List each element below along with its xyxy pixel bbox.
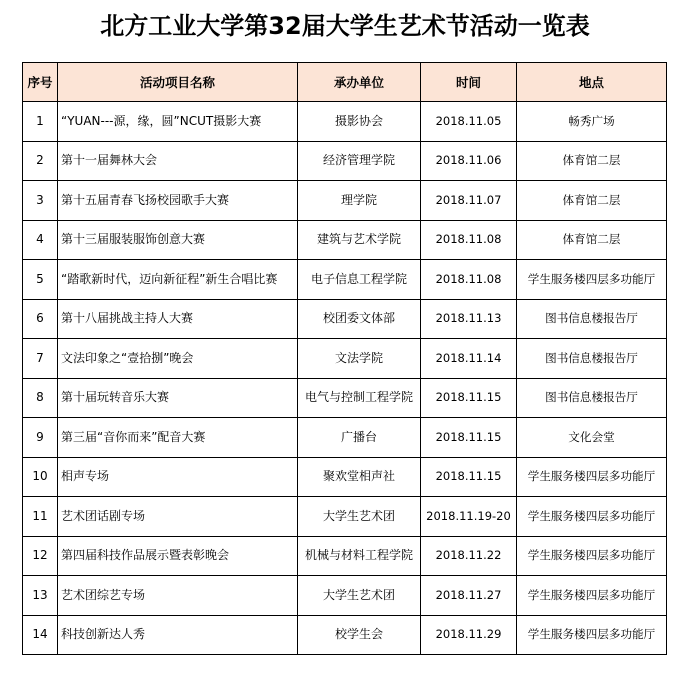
cell-org: 大学生艺术团: [298, 497, 421, 537]
cell-org: 大学生艺术团: [298, 576, 421, 616]
cell-org: 广播台: [298, 418, 421, 458]
table-row: [23, 260, 667, 300]
cell-time: 2018.11.14: [421, 339, 517, 379]
cell-index: 1: [23, 102, 58, 142]
cell-place: 学生服务楼四层多功能厅: [517, 260, 667, 300]
cell-name: 第十届玩转音乐大赛: [58, 378, 298, 418]
cell-name: 第十三届服装服饰创意大赛: [58, 220, 298, 260]
cell-place: 体育馆二层: [517, 181, 667, 221]
table-row: [23, 418, 667, 458]
cell-index: 9: [23, 418, 58, 458]
header-time: 时间: [421, 63, 517, 102]
cell-name: 第十五届青春飞扬校园歌手大赛: [58, 181, 298, 221]
cell-time: 2018.11.05: [421, 102, 517, 142]
cell-org: 机械与材料工程学院: [298, 536, 421, 576]
header-name: 活动项目名称: [58, 63, 298, 102]
cell-place: 学生服务楼四层多功能厅: [517, 497, 667, 537]
cell-index: 3: [23, 181, 58, 221]
cell-place: 学生服务楼四层多功能厅: [517, 457, 667, 497]
cell-org: 摄影协会: [298, 102, 421, 142]
cell-place: 图书信息楼报告厅: [517, 299, 667, 339]
cell-time: 2018.11.29: [421, 615, 517, 655]
table-row: [23, 378, 667, 418]
cell-name: 第十八届挑战主持人大赛: [58, 299, 298, 339]
cell-index: 2: [23, 141, 58, 181]
cell-place: 体育馆二层: [517, 141, 667, 181]
cell-place: 畅秀广场: [517, 102, 667, 142]
cell-time: 2018.11.15: [421, 418, 517, 458]
cell-place: 学生服务楼四层多功能厅: [517, 615, 667, 655]
cell-name: 科技创新达人秀: [58, 615, 298, 655]
header-index: 序号: [23, 63, 58, 102]
cell-org: 建筑与艺术学院: [298, 220, 421, 260]
header-org: 承办单位: [298, 63, 421, 102]
cell-index: 6: [23, 299, 58, 339]
cell-org: 电气与控制工程学院: [298, 378, 421, 418]
cell-name: 第四届科技作品展示暨表彰晚会: [58, 536, 298, 576]
cell-place: 学生服务楼四层多功能厅: [517, 576, 667, 616]
cell-index: 8: [23, 378, 58, 418]
cell-name: “YUAN---源，缘，圆”NCUT摄影大赛: [58, 102, 298, 142]
table-row: [23, 299, 667, 339]
cell-index: 10: [23, 457, 58, 497]
cell-place: 体育馆二层: [517, 220, 667, 260]
activity-table: [22, 62, 667, 655]
cell-index: 13: [23, 576, 58, 616]
cell-time: 2018.11.15: [421, 378, 517, 418]
table-header-row: [23, 63, 667, 102]
cell-place: 图书信息楼报告厅: [517, 378, 667, 418]
cell-name: 相声专场: [58, 457, 298, 497]
cell-org: 文法学院: [298, 339, 421, 379]
cell-index: 11: [23, 497, 58, 537]
cell-index: 4: [23, 220, 58, 260]
table-row: [23, 339, 667, 379]
cell-name: 艺术团话剧专场: [58, 497, 298, 537]
table-row: [23, 615, 667, 655]
table-row: [23, 141, 667, 181]
page-title: 北方工业大学第32届大学生艺术节活动一览表: [100, 12, 590, 40]
cell-org: 校团委文体部: [298, 299, 421, 339]
header-place: 地点: [517, 63, 667, 102]
table-row: [23, 497, 667, 537]
table-row: [23, 220, 667, 260]
cell-index: 5: [23, 260, 58, 300]
table-row: [23, 102, 667, 142]
cell-time: 2018.11.08: [421, 260, 517, 300]
table-row: [23, 576, 667, 616]
cell-time: 2018.11.06: [421, 141, 517, 181]
cell-name: 第三届“音你而来”配音大赛: [58, 418, 298, 458]
cell-time: 2018.11.08: [421, 220, 517, 260]
table-row: [23, 457, 667, 497]
cell-time: 2018.11.27: [421, 576, 517, 616]
cell-place: 图书信息楼报告厅: [517, 339, 667, 379]
cell-name: 第十一届舞林大会: [58, 141, 298, 181]
cell-index: 12: [23, 536, 58, 576]
cell-org: 经济管理学院: [298, 141, 421, 181]
cell-org: 理学院: [298, 181, 421, 221]
cell-org: 电子信息工程学院: [298, 260, 421, 300]
cell-index: 14: [23, 615, 58, 655]
cell-org: 校学生会: [298, 615, 421, 655]
cell-time: 2018.11.22: [421, 536, 517, 576]
cell-name: 艺术团综艺专场: [58, 576, 298, 616]
cell-index: 7: [23, 339, 58, 379]
cell-time: 2018.11.19-20: [421, 497, 517, 537]
cell-place: 学生服务楼四层多功能厅: [517, 536, 667, 576]
cell-time: 2018.11.15: [421, 457, 517, 497]
cell-org: 聚欢堂相声社: [298, 457, 421, 497]
table-row: [23, 181, 667, 221]
cell-place: 文化会堂: [517, 418, 667, 458]
cell-name: “踏歌新时代，迈向新征程”新生合唱比赛: [58, 260, 298, 300]
cell-time: 2018.11.07: [421, 181, 517, 221]
table-body: [23, 102, 667, 655]
table-row: [23, 536, 667, 576]
cell-name: 文法印象之“壹拾捌”晚会: [58, 339, 298, 379]
cell-time: 2018.11.13: [421, 299, 517, 339]
